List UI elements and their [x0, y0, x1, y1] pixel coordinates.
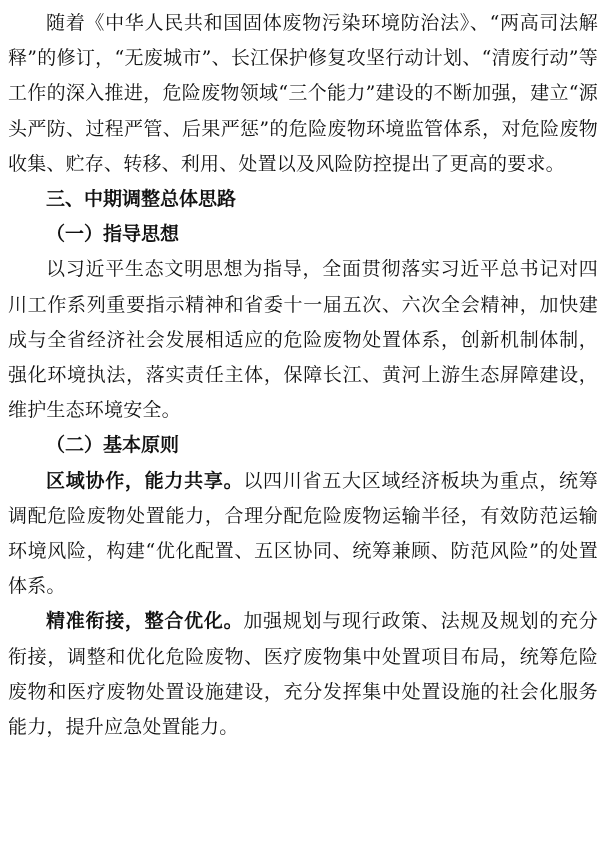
principle-lead-precise-alignment: 精准衔接，整合优化。: [46, 610, 244, 633]
paragraph-guiding-ideology: 以习近平生态文明思想为指导，全面贯彻落实习近平总书记对四川工作系列重要指示精神和省委十一届五次、六次全会精神，加快建成与全省经济社会发展相适应的危险废物处置体系，创新机制体制，强化环境执法，落实责任主体，保障长江、黄河上游生态屏障建设，维护生态环境安全。: [8, 258, 598, 422]
principle-body-regional-cooperation: 以四川省五大区域经济板块为重点，统筹调配危险废物处置能力，合理分配危险废物运输半径，有效防范运输环境风险，构建“优化配置、五区协同、统筹兼顾、防范风险”的处置体系。: [8, 469, 598, 598]
subheading-guiding-ideology: （一）指导思想: [46, 223, 180, 246]
paragraph-principle-precise-alignment: [8, 604, 598, 745]
subheading-basic-principles: （二）基本原则: [46, 434, 180, 457]
document-page: [8, 6, 598, 745]
principle-body-precise-alignment: 加强规划与现行政策、法规及规划的充分衔接，调整和优化危险废物、医疗废物集中处置项目布局，统筹危险废物和医疗废物处置设施建设，充分发挥集中处置设施的社会化服务能力，提升应急处置能力。: [8, 610, 598, 739]
paragraph-principle-regional-cooperation: [8, 464, 598, 605]
paragraph-background: 随着《中华人民共和国固体废物污染环境防治法》、“两高司法解释”的修订，“无废城市”、长江保护修复攻坚行动计划、“清废行动”等工作的深入推进，危险废物领域“三个能力”建设的不断加强，建立“源头严防、过程严管、后果严惩”的危险废物环境监管体系，对危险废物收集、贮存、转移、利用、处置以及风险防控提出了更高的要求。: [8, 12, 598, 175]
principle-lead-regional-cooperation: 区域协作，能力共享。: [46, 469, 244, 492]
section-heading-overall-approach: 三、中期调整总体思路: [46, 188, 237, 211]
